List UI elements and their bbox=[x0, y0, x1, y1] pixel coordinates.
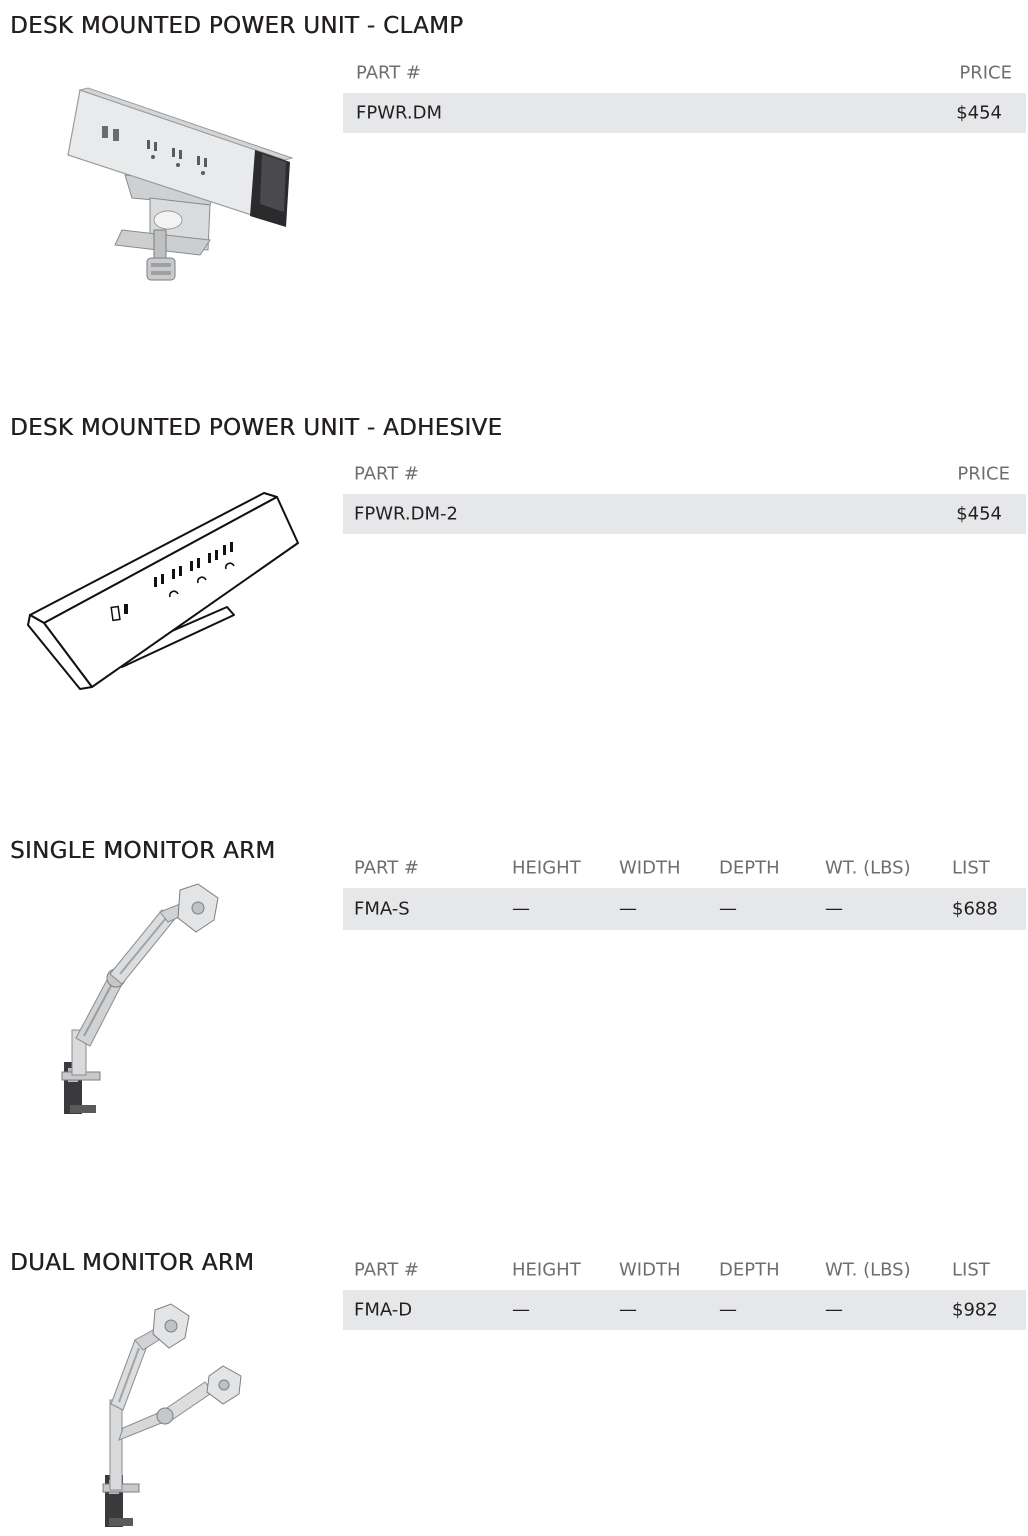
header-part: PART # bbox=[354, 463, 420, 485]
cell-part: FPWR.DM-2 bbox=[354, 503, 458, 525]
table-header-row bbox=[343, 57, 1026, 93]
section-title-clamp: DESK MOUNTED POWER UNIT - CLAMP bbox=[10, 13, 464, 39]
cell-width: — bbox=[619, 898, 637, 920]
desk-power-unit-clamp-image bbox=[50, 80, 300, 295]
header-part: PART # bbox=[356, 62, 422, 84]
cell-price: $454 bbox=[956, 102, 1002, 124]
spec-table-single-arm bbox=[343, 852, 1026, 930]
section-title-adhesive: DESK MOUNTED POWER UNIT - ADHESIVE bbox=[10, 415, 503, 441]
cell-list: $982 bbox=[952, 1299, 998, 1321]
header-width: WIDTH bbox=[619, 1259, 681, 1281]
table-row bbox=[343, 1290, 1026, 1330]
header-list: LIST bbox=[952, 1259, 990, 1281]
header-part: PART # bbox=[354, 857, 420, 879]
header-depth: DEPTH bbox=[719, 857, 780, 879]
cell-weight: — bbox=[825, 898, 843, 920]
dual-monitor-arm-image bbox=[95, 1300, 255, 1532]
pricing-table-clamp bbox=[343, 57, 1026, 133]
table-row bbox=[343, 888, 1026, 930]
header-weight: WT. (LBS) bbox=[825, 857, 911, 879]
single-monitor-arm-image bbox=[50, 880, 230, 1120]
table-row bbox=[343, 494, 1026, 534]
header-height: HEIGHT bbox=[512, 857, 581, 879]
cell-depth: — bbox=[719, 898, 737, 920]
cell-width: — bbox=[619, 1299, 637, 1321]
header-height: HEIGHT bbox=[512, 1259, 581, 1281]
cell-weight: — bbox=[825, 1299, 843, 1321]
cell-part: FMA-S bbox=[354, 898, 410, 920]
header-price: PRICE bbox=[959, 62, 1012, 84]
header-weight: WT. (LBS) bbox=[825, 1259, 911, 1281]
cell-height: — bbox=[512, 1299, 530, 1321]
section-title-single-arm: SINGLE MONITOR ARM bbox=[10, 838, 276, 864]
header-part: PART # bbox=[354, 1259, 420, 1281]
table-row bbox=[343, 93, 1026, 133]
header-list: LIST bbox=[952, 857, 990, 879]
table-header-row bbox=[343, 458, 1026, 494]
desk-power-unit-adhesive-image bbox=[22, 485, 307, 695]
cell-price: $454 bbox=[956, 503, 1002, 525]
cell-depth: — bbox=[719, 1299, 737, 1321]
header-width: WIDTH bbox=[619, 857, 681, 879]
cell-list: $688 bbox=[952, 898, 998, 920]
table-header-row bbox=[343, 852, 1026, 888]
spec-table-dual-arm bbox=[343, 1254, 1026, 1330]
section-title-dual-arm: DUAL MONITOR ARM bbox=[10, 1250, 255, 1276]
pricing-table-adhesive bbox=[343, 458, 1026, 534]
header-depth: DEPTH bbox=[719, 1259, 780, 1281]
cell-part: FMA-D bbox=[354, 1299, 413, 1321]
table-header-row bbox=[343, 1254, 1026, 1290]
cell-part: FPWR.DM bbox=[356, 102, 442, 124]
header-price: PRICE bbox=[957, 463, 1010, 485]
cell-height: — bbox=[512, 898, 530, 920]
